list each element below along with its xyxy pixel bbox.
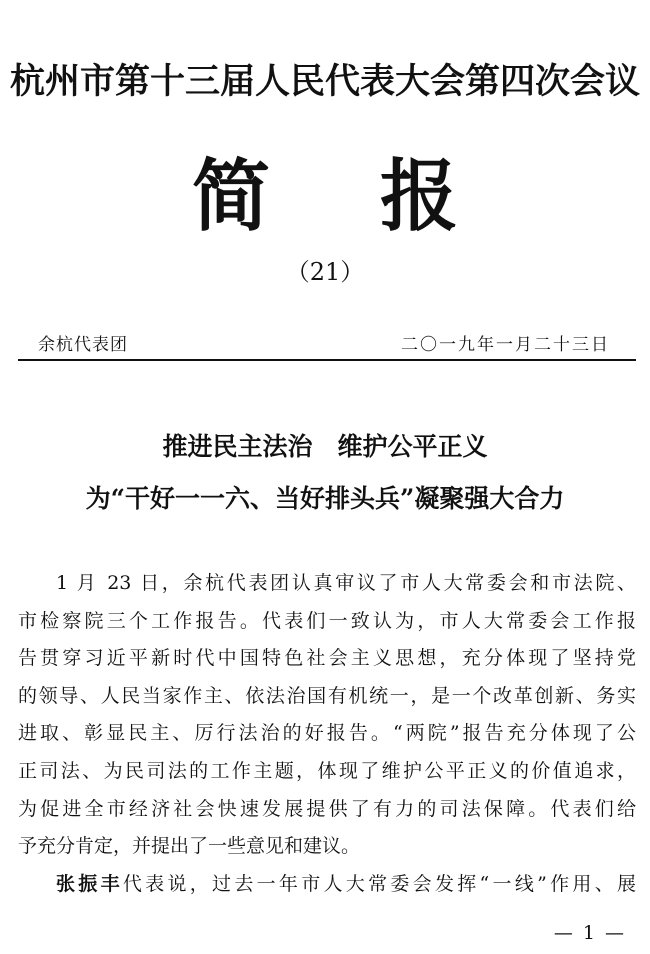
speaker-name: 张振丰 xyxy=(56,872,123,895)
conference-title: 杭州市第十三届人民代表大会第四次会议 xyxy=(9,61,640,102)
paragraph-1-line: 予充分肯定，并提出了一些意见和建议。 xyxy=(18,835,361,858)
header-divider xyxy=(18,359,636,361)
paragraph-2-line xyxy=(18,866,636,904)
paragraph-1-line: 为促进全市经济社会快速发展提供了有力的司法保障。代表们给 xyxy=(18,797,636,820)
paragraph-1-line: 的领导、人民当家作主、依法治国有机统一，是一个改革创新、务实 xyxy=(18,684,636,707)
bulletin-title-char-1: 简 xyxy=(191,152,270,242)
paragraph-1-line: 市检察院三个工作报告。代表们一致认为，市人大常委会工作报 xyxy=(18,609,636,632)
bulletin-title-char-2: 报 xyxy=(380,152,459,242)
headline-line-2: 为“干好一一六、当好排头兵”凝聚强大合力 xyxy=(85,484,565,513)
headline-line-1: 推进民主法治 维护公平正义 xyxy=(162,432,488,461)
paragraph-2-text: 代表说，过去一年市人大常委会发挥“一线”作用、展 xyxy=(122,872,636,895)
paragraph-1-line: 告贯穿习近平新时代中国特色社会主义思想，充分体现了坚持党 xyxy=(18,647,636,670)
paragraph-1-line: 正司法、为民司法的工作主题，体现了维护公平正义的价值追求， xyxy=(18,759,636,782)
issue-number: （21） xyxy=(285,258,365,286)
paragraph-1-line: 1 月 23 日，余杭代表团认真审议了市人大常委会和市法院、 xyxy=(56,572,636,594)
organization-name: 余杭代表团 xyxy=(38,335,128,355)
article-body xyxy=(18,565,636,903)
bulletin-title xyxy=(0,134,650,246)
page-number: — 1 — xyxy=(553,922,626,944)
paragraph-1-line: 进取、彰显民主、厉行法治的好报告。“两院”报告充分体现了公 xyxy=(18,722,636,745)
issue-date: 二〇一九年一月二十三日 xyxy=(401,335,610,355)
